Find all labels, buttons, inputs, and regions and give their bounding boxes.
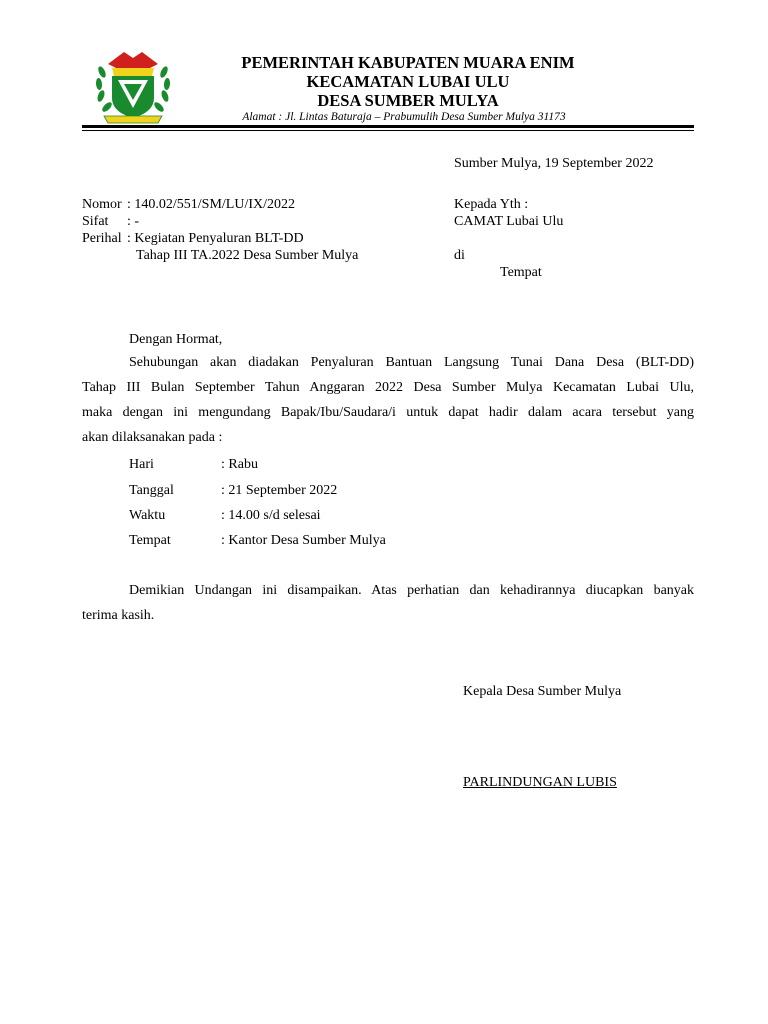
perihal-value-1: : Kegiatan Penyaluran BLT-DD <box>127 231 304 246</box>
letterhead-address: Alamat : Jl. Lintas Baturaja – Prabumulih Desa Sumber Mulya 31173 <box>242 111 566 123</box>
intro-line-3: maka dengan ini mengundang Bapak/Ibu/Saudara/i untuk dapat hadir dalam acara tersebut yang <box>82 405 694 420</box>
detail-label-hari: Hari <box>129 457 154 472</box>
signature-name: PARLINDUNGAN LUBIS <box>463 775 617 790</box>
detail-label-waktu: Waktu <box>129 508 166 523</box>
perihal-label: Perihal <box>82 231 122 246</box>
detail-value-tanggal: : 21 September 2022 <box>221 483 338 498</box>
letterhead-line-3: DESA SUMBER MULYA <box>317 91 499 110</box>
detail-value-hari: : Rabu <box>221 457 258 472</box>
closing-line-1: Demikian Undangan ini disampaikan. Atas perhatian dan kehadirannya diucapkan banyak <box>129 583 694 598</box>
detail-label-tanggal: Tanggal <box>129 483 174 498</box>
detail-value-waktu: : 14.00 s/d selesai <box>221 508 321 523</box>
letterhead-line-1: PEMERINTAH KABUPATEN MUARA ENIM <box>241 53 575 72</box>
letter-date: Sumber Mulya, 19 September 2022 <box>454 156 654 171</box>
recipient-line-4: Tempat <box>500 265 542 280</box>
nomor-value: : 140.02/551/SM/LU/IX/2022 <box>127 197 296 212</box>
intro-line-4: akan dilaksanakan pada : <box>82 430 223 445</box>
letterhead-divider-thick <box>82 125 694 128</box>
perihal-value-2: Tahap III TA.2022 Desa Sumber Mulya <box>136 248 359 263</box>
letterhead-divider-thin <box>82 130 694 131</box>
letterhead-line-2: KECAMATAN LUBAI ULU <box>306 72 510 91</box>
recipient-line-2: CAMAT Lubai Ulu <box>454 214 564 229</box>
detail-label-tempat: Tempat <box>129 533 171 548</box>
detail-value-tempat: : Kantor Desa Sumber Mulya <box>221 533 386 548</box>
greeting: Dengan Hormat, <box>129 332 223 347</box>
recipient-line-3: di <box>454 248 465 263</box>
sifat-label: Sifat <box>82 214 109 229</box>
recipient-line-1: Kepada Yth : <box>454 197 529 212</box>
intro-line-1: Sehubungan akan diadakan Penyaluran Bantuan Langsung Tunai Dana Desa (BLT-DD) <box>129 355 694 370</box>
sifat-value: : - <box>127 214 140 229</box>
signature-title: Kepala Desa Sumber Mulya <box>463 684 622 699</box>
intro-line-2: Tahap III Bulan September Tahun Anggaran 2022 Desa Sumber Mulya Kecamatan Lubai Ulu, <box>82 380 694 395</box>
closing-line-2: terima kasih. <box>82 608 155 623</box>
nomor-label: Nomor <box>82 197 122 212</box>
